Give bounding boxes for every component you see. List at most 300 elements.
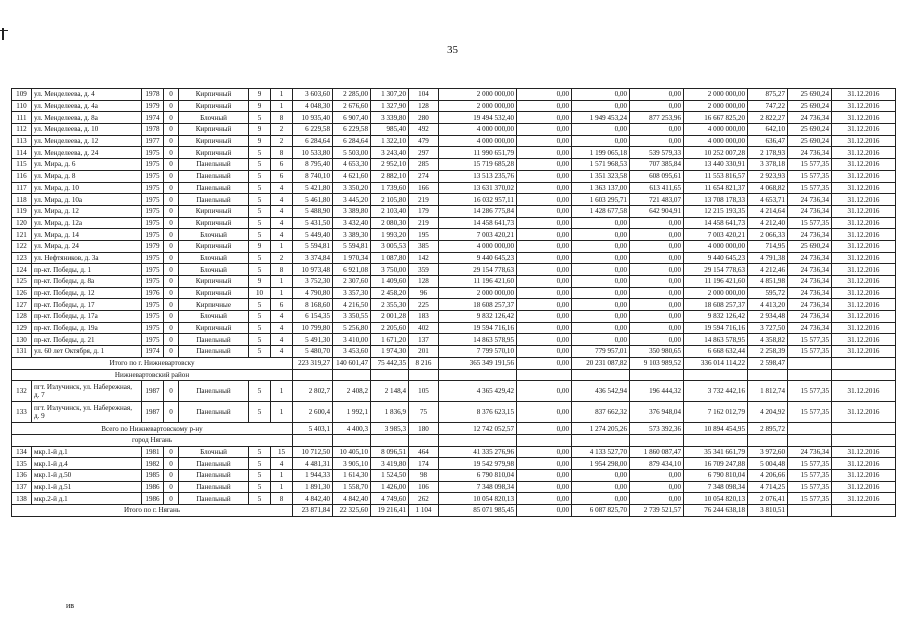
table-row [12,217,896,229]
table-cell: 0,00 [572,469,630,481]
table-cell: 0 [164,381,179,402]
table-row [12,322,896,334]
table-cell: Кирпичный [179,147,249,159]
table-cell: 1975 [142,322,164,334]
table-cell: 110 [12,100,32,112]
total-cell: 140 601,47 [333,357,371,369]
total-cell: 76 244 638,18 [684,505,748,517]
table-cell: 7 348 098,34 [439,481,517,493]
table-row [12,182,896,194]
table-cell: ул. Мира, д. 12а [32,217,142,229]
table-cell: Кирпичный [179,124,249,136]
table-cell: 0,00 [630,229,684,241]
table-cell: 11 196 421,60 [439,276,517,288]
table-cell: 0 [164,334,179,346]
table-cell: 1 891,30 [293,481,333,493]
table-cell: 29 154 778,63 [439,264,517,276]
table-cell: 2 066,33 [748,229,788,241]
table-cell: Панельный [179,334,249,346]
table-cell: 8 [271,112,293,124]
empty-cell [630,369,684,381]
table-cell: 109 [12,89,32,101]
corner-mark [0,30,8,31]
table-cell: 5 [249,481,271,493]
table-cell: 219 [409,194,439,206]
table-cell: 280 [409,112,439,124]
table-cell: 31.12.2016 [832,276,896,288]
total-row [12,357,896,369]
total-cell: 6 087 825,70 [572,505,630,517]
table-cell: 0,00 [517,217,572,229]
table-cell: 123 [12,252,32,264]
table-row [12,135,896,147]
table-cell: 1 363 137,00 [572,182,630,194]
table-cell: 877 253,96 [630,112,684,124]
table-cell: 5 461,80 [293,194,333,206]
table-cell: 0 [164,240,179,252]
table-cell: пгт. Излучинск, ул. Набережная, д. 7 [32,381,142,402]
table-cell: 402 [409,322,439,334]
total-cell: 365 349 191,56 [439,357,517,369]
table-cell: 0,00 [572,240,630,252]
table-cell: 0,00 [630,481,684,493]
table-cell: 0,00 [572,124,630,136]
table-cell: 1975 [142,252,164,264]
table-cell: 5 [249,159,271,171]
table-cell: ул. Менделеева, д. 8а [32,112,142,124]
table-cell: 128 [12,311,32,323]
table-cell: 3 350,55 [333,311,371,323]
table-cell: 18 608 257,37 [439,299,517,311]
table-cell: 4 [271,322,293,334]
table-cell: Панельный [179,458,249,470]
table-cell: 2 [271,135,293,147]
table-cell: 12 215 193,35 [684,205,748,217]
table-cell: 636,47 [748,135,788,147]
table-cell: Блочный [179,112,249,124]
table-cell: 9 832 126,42 [439,311,517,323]
table-cell: 0,00 [517,446,572,458]
table-cell: 3 732 442,16 [684,381,748,402]
table-cell: 2 205,60 [371,322,409,334]
table-cell: 137 [409,334,439,346]
table-cell: 134 [12,446,32,458]
table-cell: 7 003 420,21 [439,229,517,241]
table-cell: 0,00 [517,124,572,136]
table-cell: 14 863 578,95 [684,334,748,346]
table-cell: 9 [249,135,271,147]
table-cell: 25 690,24 [788,135,832,147]
table-cell: 15 577,35 [788,481,832,493]
table-cell: 0,00 [572,493,630,505]
table-cell: 9 440 645,23 [439,252,517,264]
table-cell: 15 577,35 [788,346,832,358]
table-cell: Панельный [179,481,249,493]
table-cell: 0,00 [572,311,630,323]
table-cell: 9 [249,100,271,112]
table-cell: 2 000 000,00 [684,89,748,101]
table-cell: 2 001,28 [371,311,409,323]
table-cell: 6 229,58 [333,124,371,136]
table-cell: 0,00 [517,481,572,493]
table-cell: 35 341 661,79 [684,446,748,458]
table-cell: 0 [164,147,179,159]
table-cell: 707 385,84 [630,159,684,171]
table-cell: 31.12.2016 [832,299,896,311]
table-cell: 31.12.2016 [832,147,896,159]
table-row [12,89,896,101]
empty-cell [684,369,748,381]
table-cell: 114 [12,147,32,159]
table-cell: 4 068,82 [748,182,788,194]
table-cell: 4 851,98 [748,276,788,288]
table-cell: 5 [249,217,271,229]
table-cell: 8 740,10 [293,170,333,182]
table-cell: 31.12.2016 [832,264,896,276]
table-cell: 2 307,60 [333,276,371,288]
table-cell: 179 [409,205,439,217]
table-cell: 0,00 [517,381,572,402]
table-cell: 5 [249,493,271,505]
table-cell: Блочный [179,311,249,323]
table-cell: 2 882,10 [371,170,409,182]
table-cell: 125 [12,276,32,288]
table-cell: 4 000 000,00 [439,124,517,136]
empty-cell [333,434,371,446]
table-cell: 0 [164,194,179,206]
table-cell: 24 736,34 [788,205,832,217]
table-cell: 201 [409,346,439,358]
table-cell: 5 [249,311,271,323]
table-cell: 31.12.2016 [832,381,896,402]
total-label: Итого по г. Нягань [12,505,293,517]
table-cell: ул. Мира, д. 12 [32,205,142,217]
table-cell: 112 [12,124,32,136]
table-cell: 4 653,71 [748,194,788,206]
table-row [12,299,896,311]
table-cell: 1 322,10 [371,135,409,147]
table-cell: 5 594,81 [293,240,333,252]
table-cell: 464 [409,446,439,458]
table-cell: 24 736,34 [788,311,832,323]
table-cell: 15 577,35 [788,381,832,402]
table-cell: Блочный [179,264,249,276]
table-cell: 0,00 [517,194,572,206]
table-cell: 3 339,80 [371,112,409,124]
table-cell: 5 431,50 [293,217,333,229]
table-cell: 1 603 295,71 [572,194,630,206]
table-cell: 1 [271,469,293,481]
table-cell: 1976 [142,287,164,299]
total-cell: 3 985,3 [371,423,409,435]
table-cell: 0 [164,446,179,458]
table-cell: пр-кт. Победы, д. 1 [32,264,142,276]
table-cell: Панельный [179,182,249,194]
table-cell: 1 974,30 [371,346,409,358]
table-cell: 3 453,60 [333,346,371,358]
register-table [11,88,896,517]
table-cell: 2 934,48 [748,311,788,323]
table-cell: 75 [409,402,439,423]
table-cell: 25 690,24 [788,124,832,136]
table-cell: 0,00 [517,229,572,241]
total-cell: 4 400,3 [333,423,371,435]
table-cell: 1 307,20 [371,89,409,101]
table-cell: 13 708 178,33 [684,194,748,206]
table-cell: 4 000 000,00 [439,135,517,147]
total-cell: 8 216 [409,357,439,369]
table-cell: 0,00 [572,264,630,276]
table-cell: 24 736,34 [788,287,832,299]
empty-cell [748,434,788,446]
table-row [12,469,896,481]
table-cell: 274 [409,170,439,182]
total-cell: 10 894 454,95 [684,423,748,435]
table-cell: 2 103,40 [371,205,409,217]
table-cell: 875,27 [748,89,788,101]
table-cell: 4 000 000,00 [684,240,748,252]
table-cell: 1977 [142,135,164,147]
table-cell: 1979 [142,100,164,112]
table-cell: 9 [249,124,271,136]
table-cell: 4 481,31 [293,458,333,470]
table-row [12,287,896,299]
table-cell: 4 [271,217,293,229]
total-cell: 1 104 [409,505,439,517]
table-cell: 1 [271,240,293,252]
table-cell: 0,00 [517,287,572,299]
empty-cell [832,423,896,435]
table-cell: 1 614,30 [333,469,371,481]
table-cell: 1 571 968,53 [572,159,630,171]
table-cell: 4 714,25 [748,481,788,493]
table-cell: 0,00 [572,100,630,112]
table-cell: 1975 [142,299,164,311]
table-cell: 285 [409,159,439,171]
table-cell: 9 [249,276,271,288]
table-cell: 1 993,20 [371,229,409,241]
table-cell: 4 749,60 [371,493,409,505]
table-cell: 1982 [142,458,164,470]
table-cell: 8 [271,493,293,505]
table-row [12,170,896,182]
table-cell: 31.12.2016 [832,493,896,505]
table-cell: 5 [249,229,271,241]
table-cell: 0 [164,252,179,264]
table-cell: 4 204,92 [748,402,788,423]
table-cell: ул. Мира, д. 10а [32,194,142,206]
table-cell: ул. Нефтяников, д. 3а [32,252,142,264]
table-cell: 0,00 [572,322,630,334]
table-cell: пгт. Излучинск, ул. Набережная, д. 9 [32,402,142,423]
table-cell: мкр.1-й д.50 [32,469,142,481]
table-cell: Панельный [179,381,249,402]
table-cell: 130 [12,334,32,346]
table-cell: 1 671,20 [371,334,409,346]
table-cell: 24 736,34 [788,322,832,334]
table-cell: 31.12.2016 [832,469,896,481]
table-cell: 31.12.2016 [832,170,896,182]
table-cell: 3 389,30 [333,229,371,241]
table-cell: 1975 [142,217,164,229]
table-cell: 613 411,65 [630,182,684,194]
table-cell: 6 907,40 [333,112,371,124]
table-cell: 195 [409,229,439,241]
table-cell: Кирпичный [179,205,249,217]
section-header-row [12,434,896,446]
table-row [12,402,896,423]
table-row [12,264,896,276]
empty-cell [409,434,439,446]
table-cell: 24 736,34 [788,194,832,206]
table-cell: 2 [271,252,293,264]
table-cell: 879 434,10 [630,458,684,470]
table-cell: 2 000 000,00 [684,287,748,299]
total-cell: 5 403,1 [293,423,333,435]
table-cell: 3 603,60 [293,89,333,101]
table-cell: 3 445,20 [333,194,371,206]
table-cell: 0,00 [630,334,684,346]
table-cell: 0,00 [630,100,684,112]
table-cell: 837 662,32 [572,402,630,423]
table-cell: 119 [12,205,32,217]
table-cell: 2 000 000,00 [439,100,517,112]
table-cell: 219 [409,217,439,229]
table-cell: Блочный [179,446,249,458]
total-cell: 0,00 [517,505,572,517]
table-cell: 31.12.2016 [832,182,896,194]
table-cell: пр-кт. Победы, д. 12 [32,287,142,299]
table-cell: 0,00 [517,334,572,346]
table-cell: 4 000 000,00 [684,135,748,147]
table-cell: 19 594 716,16 [439,322,517,334]
table-cell: 18 608 257,37 [684,299,748,311]
table-cell: 13 440 330,91 [684,159,748,171]
table-cell: 0,00 [572,89,630,101]
table-cell: 129 [12,322,32,334]
table-cell: 2 148,4 [371,381,409,402]
table-cell: 0,00 [517,240,572,252]
table-row [12,481,896,493]
table-cell: 8 [271,147,293,159]
table-cell: 31.12.2016 [832,159,896,171]
table-row [12,493,896,505]
table-cell: 1 [271,276,293,288]
table-cell: 0 [164,229,179,241]
table-cell: 10 935,40 [293,112,333,124]
table-cell: пр-кт. Победы, д. 21 [32,334,142,346]
table-cell: 15 577,35 [788,334,832,346]
table-cell: 98 [409,469,439,481]
table-cell: 10 533,80 [293,147,333,159]
table-cell: 1 860 087,47 [630,446,684,458]
table-cell: 6 921,08 [333,264,371,276]
empty-cell [409,369,439,381]
total-cell: 22 325,60 [333,505,371,517]
table-cell: 1 [271,100,293,112]
table-cell: 19 494 532,40 [439,112,517,124]
table-cell: 1974 [142,346,164,358]
total-cell: 336 014 114,22 [684,357,748,369]
table-cell: 0 [164,182,179,194]
table-cell: 1987 [142,402,164,423]
table-cell: 31.12.2016 [832,124,896,136]
table-cell: 1 199 065,18 [572,147,630,159]
table-cell: 136 [12,469,32,481]
empty-cell [572,434,630,446]
empty-cell [333,369,371,381]
table-cell: 5 503,00 [333,147,371,159]
table-cell: 5 [249,334,271,346]
table-cell: 595,72 [748,287,788,299]
table-cell: 6 668 632,44 [684,346,748,358]
table-cell: 15 577,35 [788,217,832,229]
table-cell: 1 [271,402,293,423]
table-cell: 436 542,94 [572,381,630,402]
table-cell: 5 [249,170,271,182]
table-cell: 135 [12,458,32,470]
table-cell: 1978 [142,89,164,101]
table-cell: 16 667 825,20 [684,112,748,124]
table-cell: 0 [164,89,179,101]
table-cell: 4 206,66 [748,469,788,481]
table-cell: 5 [249,346,271,358]
table-cell: 133 [12,402,32,423]
table-cell: Кирпичный [179,276,249,288]
table-cell: 2 000 000,00 [439,287,517,299]
table-cell: 13 631 370,02 [439,182,517,194]
table-cell: 15 577,35 [788,458,832,470]
table-cell: 4 216,50 [333,299,371,311]
table-row [12,240,896,252]
table-cell: 31.12.2016 [832,240,896,252]
table-cell: 3 410,00 [333,334,371,346]
table-cell: 0,00 [517,159,572,171]
table-cell: 118 [12,194,32,206]
table-cell: 15 577,35 [788,469,832,481]
table-cell: 0 [164,100,179,112]
table-cell: 3 005,53 [371,240,409,252]
table-cell: 5 449,40 [293,229,333,241]
table-cell: 2 178,93 [748,147,788,159]
table-cell: 24 736,34 [788,276,832,288]
total-label: Всего по Нижневартовскому р-ну [12,423,293,435]
table-cell: 5 [249,402,271,423]
table-cell: пр-кт. Победы, д. 17а [32,311,142,323]
table-cell: 14 458 641,73 [439,217,517,229]
table-cell: 1 [271,287,293,299]
table-cell: 5 488,90 [293,205,333,217]
table-cell: 1 954 298,00 [572,458,630,470]
table-cell: 3 750,00 [371,264,409,276]
table-cell: 4 413,20 [748,299,788,311]
table-cell: 24 736,34 [788,299,832,311]
table-cell: 5 004,48 [748,458,788,470]
table-cell: 0,00 [572,135,630,147]
table-cell: 359 [409,264,439,276]
table-cell: 1 428 677,58 [572,205,630,217]
table-cell: 2 600,4 [293,402,333,423]
table-cell: 174 [409,458,439,470]
table-cell: 10 973,48 [293,264,333,276]
table-cell: 0,00 [517,469,572,481]
table-cell: 0,00 [517,322,572,334]
table-cell: 106 [409,481,439,493]
table-cell: 6 [271,299,293,311]
table-cell: 350 980,65 [630,346,684,358]
table-cell: 385 [409,240,439,252]
table-cell: 120 [12,217,32,229]
